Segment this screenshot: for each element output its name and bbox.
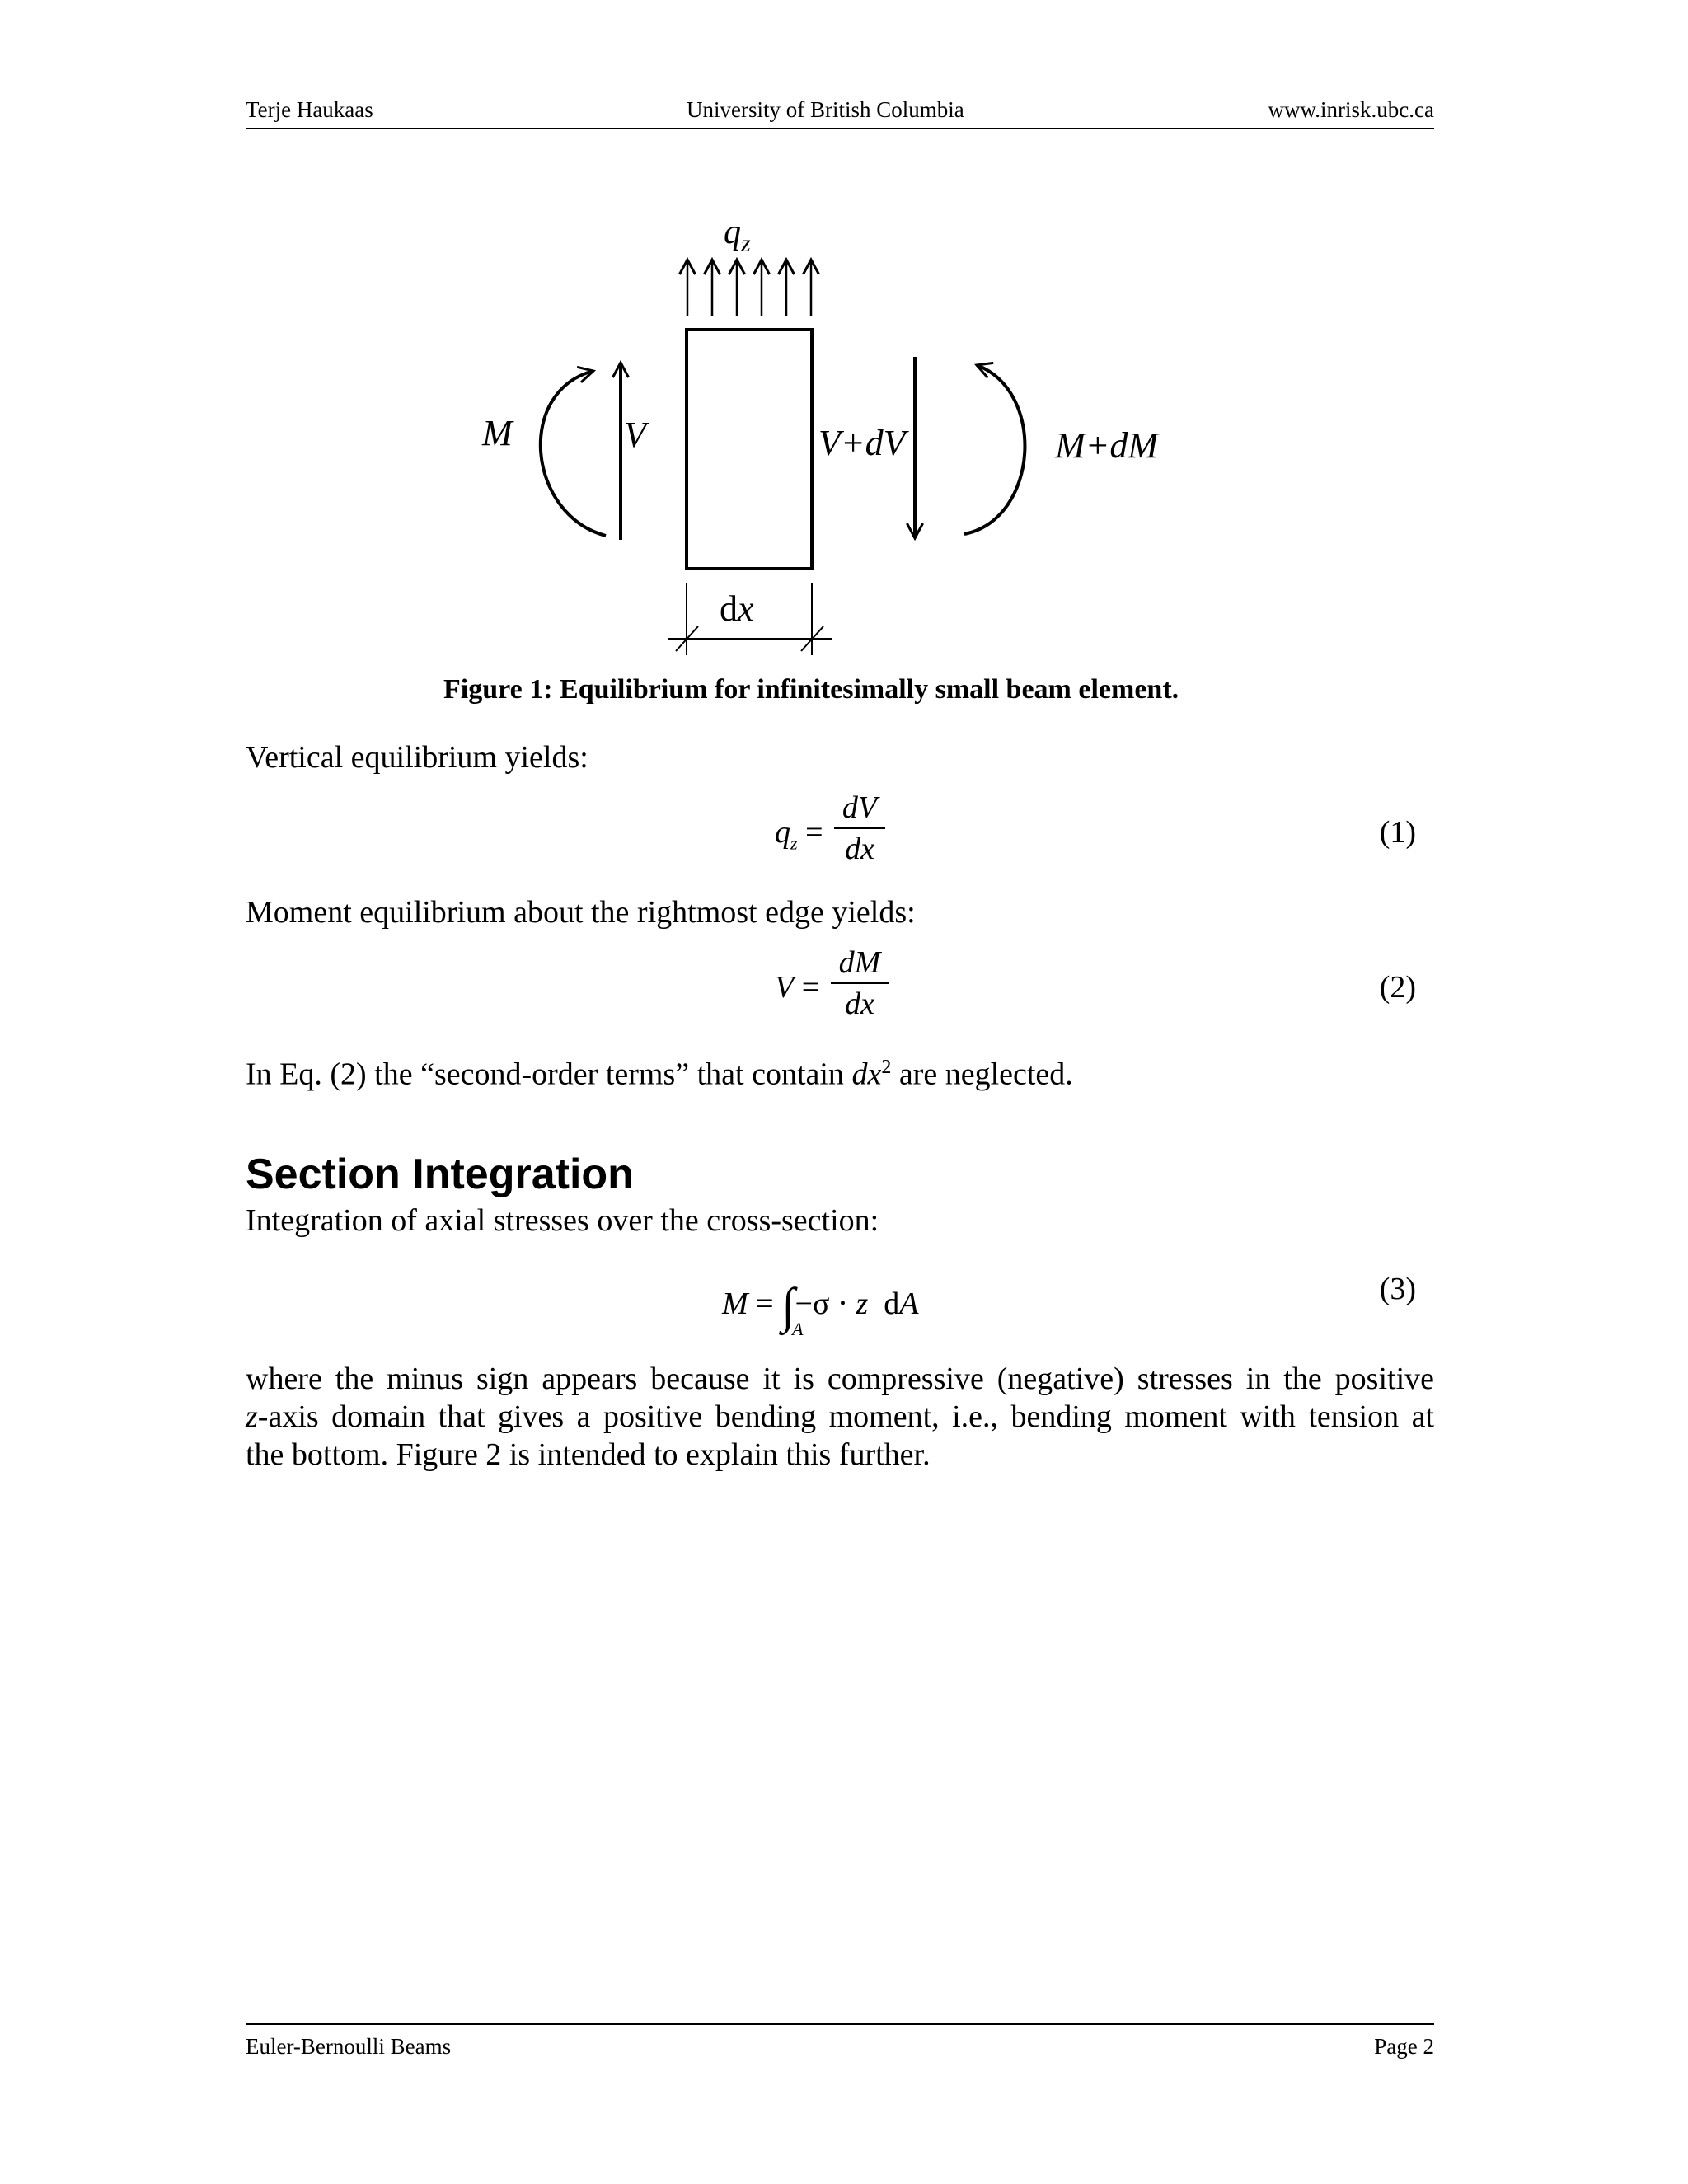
paragraph-minus-sign-explanation: where the minus sign appears because it is compressive (negative) stresses in the positive z-axis domain that gives a positive bending moment, i.e., bending moment with tension at the bottom. Figure 2 is intended to explain this further. xyxy=(246,1361,1434,1472)
figure-caption: Figure 1: Equilibrium for infinitesimally small beam element. xyxy=(443,674,1179,705)
figure-beam-element xyxy=(462,210,1203,672)
equation-1-fraction: dV dx xyxy=(834,790,885,867)
paragraph-vertical-equilibrium: Vertical equilibrium yields: xyxy=(246,740,588,775)
header-institution: University of British Columbia xyxy=(687,97,964,122)
label-M-plus-dM: M+dM xyxy=(1055,425,1158,466)
integral-sign: ∫ xyxy=(781,1278,795,1333)
equation-1-number: (1) xyxy=(1379,815,1416,850)
integral-limit: A xyxy=(792,1319,804,1339)
paragraph-second-order-terms: In Eq. (2) the “second-order terms” that contain $dx^2$ are neglected. xyxy=(246,1057,1073,1092)
paragraph-integration-intro: Integration of axial stresses over the cross-section: xyxy=(246,1203,879,1238)
equation-2-lhs: V = xyxy=(775,970,820,1005)
paragraph-moment-equilibrium: Moment equilibrium about the rightmost edge yields: xyxy=(246,895,916,930)
header-website: www.inrisk.ubc.ca xyxy=(1268,97,1434,122)
footer-document-title: Euler-Bernoulli Beams xyxy=(246,2034,452,2059)
section-heading: Section Integration xyxy=(246,1151,634,1198)
beam-element-rect xyxy=(687,330,812,569)
distributed-load-arrows xyxy=(687,260,811,316)
footer-rule xyxy=(246,2023,1434,2025)
equation-1-lhs: $q_z$ = xyxy=(775,815,823,854)
label-M: M xyxy=(482,413,513,453)
label-V-plus-dV: V+dV xyxy=(818,423,906,463)
header-rule xyxy=(246,128,1434,129)
header-author: Terje Haukaas xyxy=(246,97,373,122)
label-dx: dx xyxy=(720,588,754,629)
equation-3-number: (3) xyxy=(1379,1272,1416,1306)
equation-2-fraction: dM dx xyxy=(831,944,889,1022)
equation-2-number: (2) xyxy=(1379,970,1416,1005)
equation-3: M = ∫−σ ⋅ z dA xyxy=(722,1278,919,1333)
moment-arc-left xyxy=(541,371,606,536)
moment-arc-right xyxy=(964,365,1025,534)
label-V: V xyxy=(624,415,646,455)
load-label-q: $q_z$ xyxy=(724,213,751,257)
footer-page-number: Page 2 xyxy=(1374,2034,1434,2059)
